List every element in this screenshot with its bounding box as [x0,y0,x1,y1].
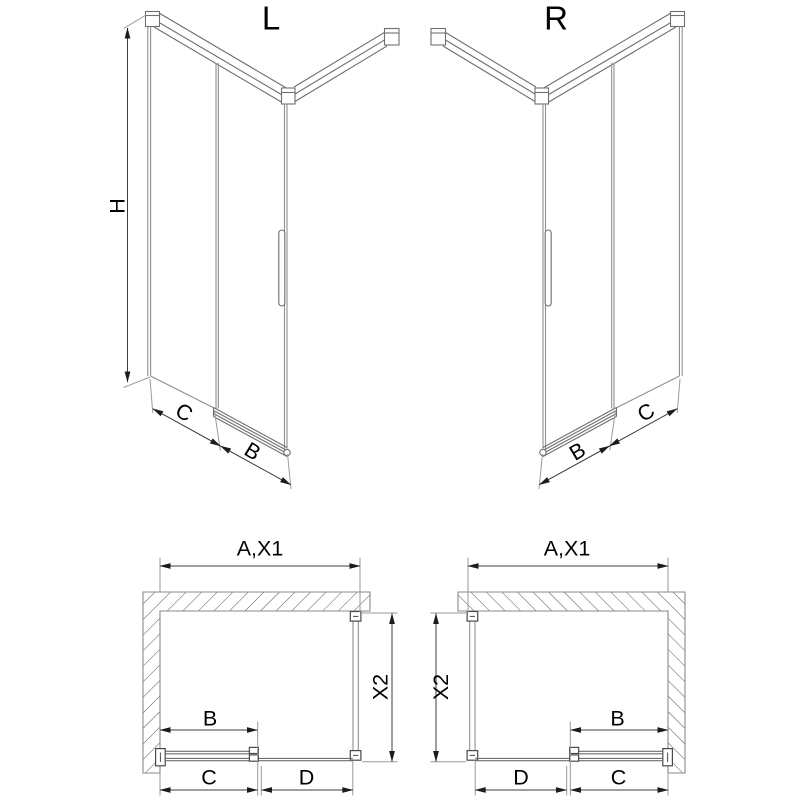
plan-right-b-label: B [610,706,625,731]
plan-left-c-label: C [201,765,217,790]
iso-left-cb-dimensions [150,379,291,489]
iso-right-title: R [544,0,568,37]
plan-right-d-label: D [513,765,529,790]
plan-view-left [143,537,398,796]
iso-right-cb-dimensions [539,379,680,489]
plan-left-b-label: B [202,706,218,731]
plan-left-d-label: D [298,765,315,790]
iso-view-left [106,0,400,489]
plan-right-width-label: A,X1 [543,536,591,561]
iso-left-b-label: B [240,437,265,466]
iso-right-b-label: B [565,437,590,466]
iso-left-c-label: C [171,398,197,427]
plan-right-c-label: C [610,765,627,790]
iso-view-right [431,0,685,489]
iso-right-structure [431,12,685,457]
plan-left-depth-label: X2 [368,673,393,701]
iso-right-c-label: C [633,398,659,427]
iso-left-title: L [261,0,281,37]
iso-left-height-label: H [105,198,130,214]
iso-left-structure [146,12,400,457]
plan-left-structure [143,592,370,773]
plan-right-depth-label: X2 [429,673,453,701]
plan-view-right [429,537,685,796]
plan-left-width-label: A,X1 [236,536,284,561]
plan-right-structure [458,592,685,773]
